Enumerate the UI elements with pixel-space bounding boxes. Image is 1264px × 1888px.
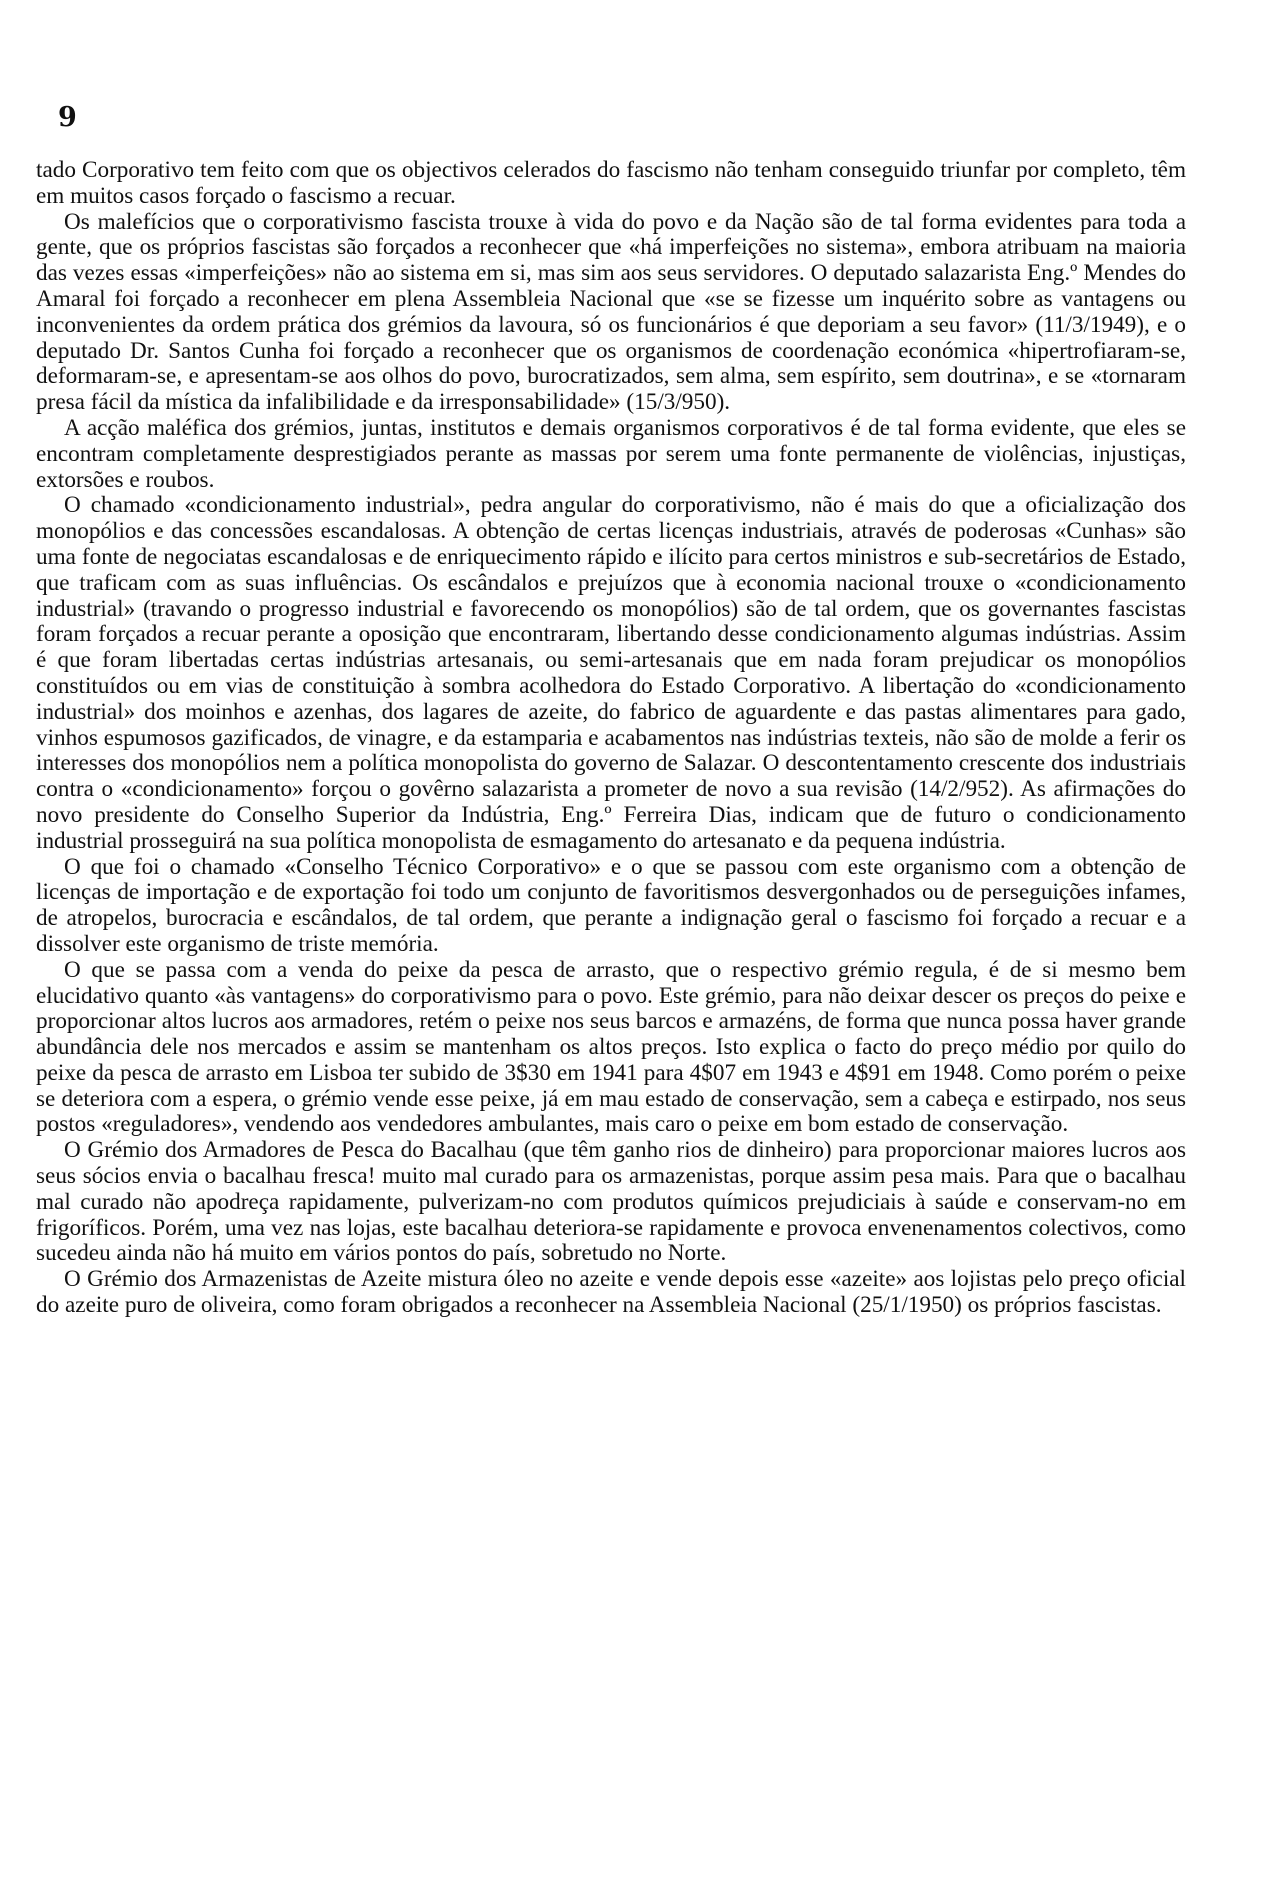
body-text [36, 158, 1186, 1319]
paragraph-gremios-action: A acção maléfica dos grémios, juntas, institutos e demais organismos corporativos é de tal forma evidente, que eles se encontram completamente desprestigiados perante as massas por serem uma fonte permanente de violências, injustiças, extorsões e roubos. [36, 414, 1186, 493]
paragraph-technical-council: O que foi o chamado «Conselho Técnico Corporativo» e o que se passou com este organismo com a obtenção de licenças de importação e de exportação foi todo um conjunto de favoritismos desvergonhados ou de perseguições infames, de atropelos, burocracia e escândalos, de tal ordem, que perante a indignação geral o fascismo foi forçado a recuar e a dissolver este organismo de triste memória. [36, 853, 1186, 957]
paragraph-fish-sale: O que se passa com a venda do peixe da pesca de arrasto, que o respectivo grémio regula, é de si mesmo bem elucidativo quanto «às vantagens» do corporativismo para o povo. Este grémio, para não deixar descer os preços do peixe e proporcionar altos lucros aos armadores, retém o peixe nos seus barcos e armazéns, de forma que nunca possa haver grande abundância dele nos mercados e assim se mantenham os altos preços. Isto explica o facto do preço médio por quilo do peixe da pesca de arrasto em Lisboa ter subido de 3$30 em 1941 para 4$07 em 1943 e 4$91 em 1948. Como porém o peixe se deteriora com a espera, o grémio vende esse peixe, já em mau estado de conservação, sem a cabeça e estirpado, nos seus postos «reguladores», vendendo aos vendedores ambulantes, mais caro o peixe em bom estado de conservação. [36, 956, 1186, 1138]
paragraph-cod-guild: O Grémio dos Armadores de Pesca do Bacalhau (que têm ganho rios de dinheiro) para proporcionar maiores lucros aos seus sócios envia o bacalhau fresca! muito mal curado para os armazenistas, porque assim pesa mais. Para que o bacalhau mal curado não apodreça rapidamente, pulverizam-no com produtos químicos prejudiciais à saúde e conservam-no em frigoríficos. Porém, uma vez nas lojas, este bacalhau deteriora-se rapidamente e provoca envenenamentos colectivos, como sucedeu ainda não há muito em vários pontos do país, sobretudo no Norte. [36, 1137, 1186, 1267]
paragraph-industrial-conditioning: O chamado «condicionamento industrial», pedra angular do corporativismo, não é mais do que a oficialização dos monopólios e das concessões escandalosas. A obtenção de certas licenças industriais, através de poderosas «Cunhas» são uma fonte de negociatas escandalosas e de enriquecimento rápido e ilícito para certos ministros e sub-secretários de Estado, que traficam com as suas influências. Os escândalos e prejuízos que à economia nacional trouxe o «condicionamento industrial» (travando o progresso industrial e favorecendo os monopólios) são de tal ordem, que os governantes fascistas foram forçados a recuar perante a oposição que encontraram, libertando desse condicionamento algumas indústrias. Assim é que foram libertadas certas indústrias artesanais, ou semi-artesanais que em nada foram prejudicar os monopólios constituídos ou em vias de constituição à sombra acolhedora do Estado Corporativo. A libertação do «condicionamento industrial» dos moinhos e azenhas, dos lagares de azeite, do fabrico de aguardente e das pastas alimentares para gado, vinhos espumosos gazificados, de vinagre, e da estamparia e acabamentos nas indústrias texteis, não são de molde a ferir os interesses dos monopólios nem a política monopolista do governo de Salazar. O descontentamento crescente dos industriais contra o «condicionamento» forçou o govêrno salazarista a prometer de novo a sua revisão (14/2/952). As afirmações do novo presidente do Conselho Superior da Indústria, Eng.º Ferreira Dias, indicam que de futuro o condicionamento industrial prosseguirá na sua política monopolista de esmagamento do artesanato e da pequena indústria. [36, 492, 1186, 854]
paragraph-corporativism-maleficios: Os malefícios que o corporativismo fascista trouxe à vida do povo e da Nação são de tal forma evidentes para toda a gente, que os próprios fascistas são forçados a reconhecer que «há imperfeições no sistema», embora atribuam na maioria das vezes essas «imperfeições» não ao sistema em si, mas sim aos seus servidores. O deputado salazarista Eng.º Mendes do Amaral foi forçado a reconhecer em plena Assembleia Nacional que «se se fizesse um inquérito sobre as vantagens ou inconvenientes da ordem prática dos grémios da lavoura, só os funcionários é que deporiam a seu favor» (11/3/1949), e o deputado Dr. Santos Cunha foi forçado a reconhecer que os organismos de coordenação económica «hipertrofiaram-se, deformaram-se, e apresentam-se aos olhos do povo, burocratizados, sem alma, sem espírito, sem doutrina», e se «tornaram presa fácil da mística da infalibilidade e da irresponsabilidade» (15/3/950). [36, 208, 1186, 416]
page-number: 9 [58, 102, 78, 133]
paragraph-olive-oil-guild: O Grémio dos Armazenistas de Azeite mistura óleo no azeite e vende depois esse «azeite» aos lojistas pelo preço oficial do azeite puro de oliveira, como foram obrigados a reconhecer na Assembleia Nacional (25/1/1950) os próprios fascistas. [36, 1266, 1186, 1319]
paragraph-continuation: tado Corporativo tem feito com que os objectivos celerados do fascismo não tenham conseguido triunfar por completo, têm em muitos casos forçado o fascismo a recuar. [36, 157, 1186, 209]
